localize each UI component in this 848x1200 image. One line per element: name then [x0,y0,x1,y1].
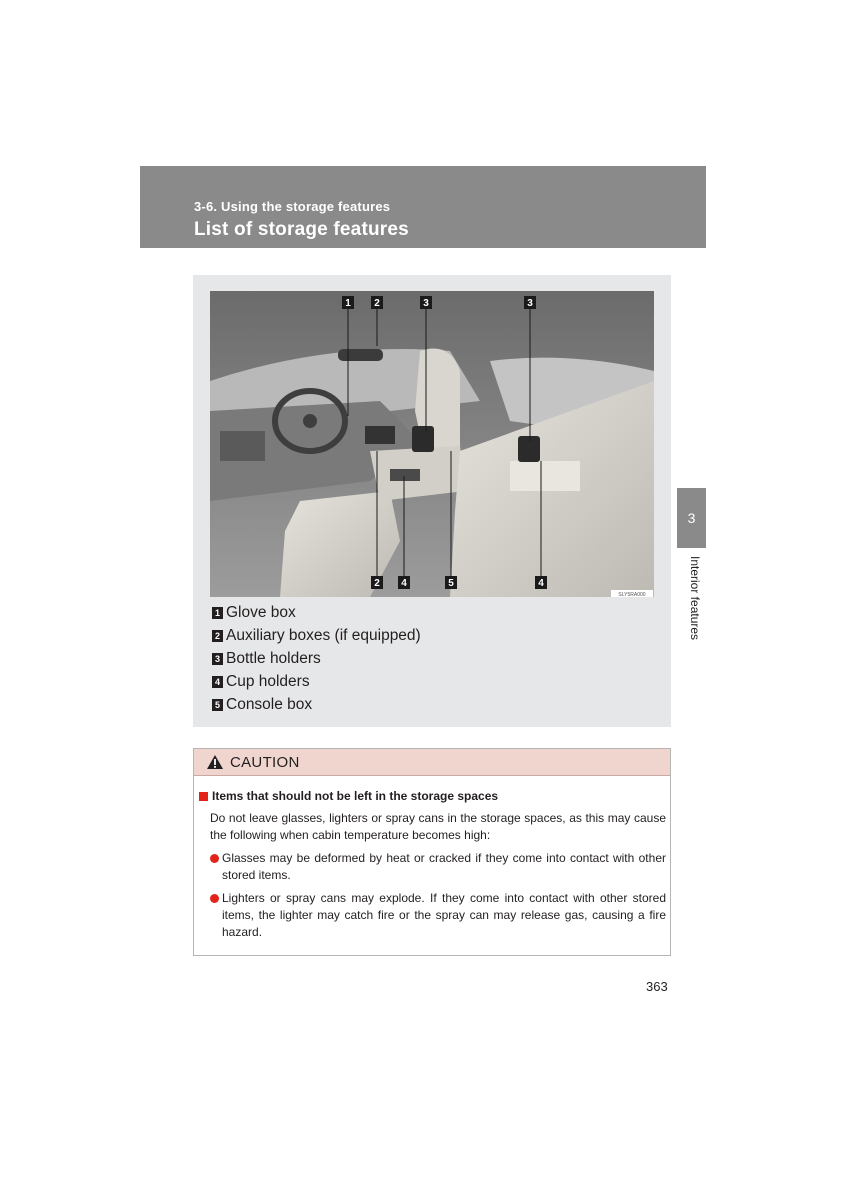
caution-bullet-text: Glasses may be deformed by heat or cracked if they come into contact with other stored items. [222,851,666,882]
image-code: SLY5RA000 [618,592,646,597]
callout-4-bottom-right [535,576,547,589]
red-square-icon [199,792,208,801]
legend-label: Glove box [226,603,296,621]
svg-text:4: 4 [538,578,544,589]
section-header [140,166,706,248]
legend-label: Bottle holders [226,649,321,667]
figure-panel [193,275,671,727]
page-number: 363 [646,979,668,994]
svg-text:3: 3 [527,298,533,309]
caution-header [194,749,670,776]
callout-3-top-right [524,296,536,309]
chapter-tab[interactable]: 3 [677,488,706,548]
svg-text:2: 2 [374,578,380,589]
caution-heading [199,789,498,803]
caution-heading-text: Items that should not be left in the storage spaces [212,789,499,803]
car-interior-photo [210,291,654,597]
legend-number: 5 [212,699,223,711]
legend-number: 1 [212,607,223,619]
svg-text:5: 5 [448,578,454,589]
caution-body: Do not leave glasses, lighters or spray cans in the storage spaces, as this may cause the following when cabin temperature becomes high: [210,811,666,842]
legend-item-cup-holders [212,670,421,693]
legend-number: 3 [212,653,223,665]
legend-number: 4 [212,676,223,688]
svg-text:4: 4 [401,578,407,589]
legend-label: Console box [226,695,313,713]
legend-item-console-box [212,693,421,716]
section-label: 3-6. Using the storage features [194,199,391,214]
page-title: List of storage features [194,219,409,240]
callout-2-bottom [371,576,383,589]
svg-text:1: 1 [345,298,351,309]
svg-text:3: 3 [423,298,429,309]
caution-bullet-text: Lighters or spray cans may explode. If they come into contact with other stored items, the lighter may catch fire or the spray can may release gas, causing a fire hazard. [222,891,666,939]
legend-label: Auxiliary boxes (if equipped) [226,626,421,644]
warning-triangle-icon [206,754,224,770]
legend-item-glove-box [212,601,421,624]
svg-text:2: 2 [374,298,380,309]
callout-4-bottom-left [398,576,410,589]
callout-5-bottom [445,576,457,589]
legend-item-auxiliary-boxes [212,624,421,647]
legend-item-bottle-holders [212,647,421,670]
red-bullet-icon [210,894,219,903]
caution-bullet [210,890,666,941]
callout-2-top [371,296,383,309]
legend-number: 2 [212,630,223,642]
callout-3-top-left [420,296,432,309]
caution-box [193,748,671,956]
car-interior-illustration [210,291,654,597]
caution-bullet [210,850,666,884]
red-bullet-icon [210,854,219,863]
chapter-label: Interior features [688,556,702,641]
figure-legend [212,601,421,716]
callout-1-top [342,296,354,309]
caution-title: CAUTION [230,753,300,771]
legend-label: Cup holders [226,672,310,690]
